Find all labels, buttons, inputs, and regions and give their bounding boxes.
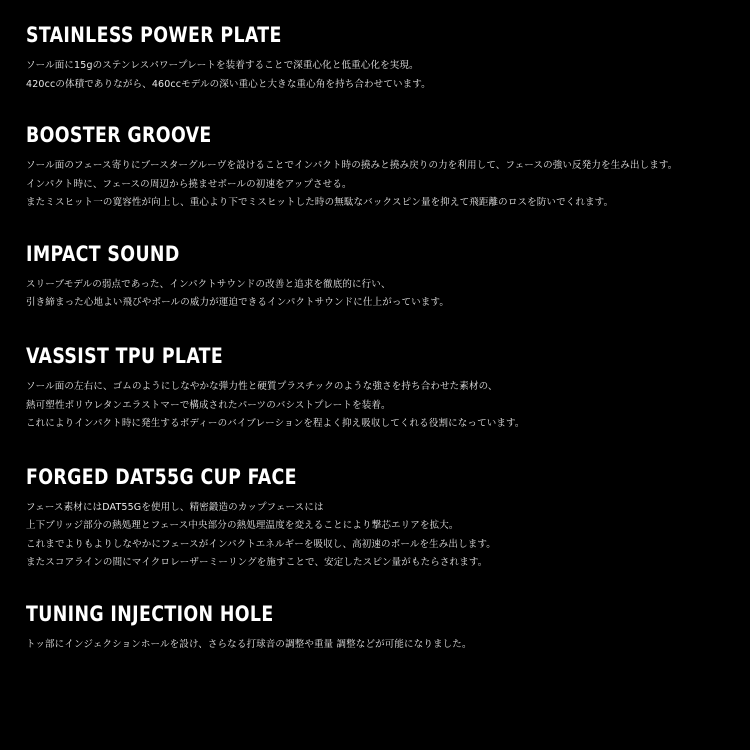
section-title: IMPACT SOUND: [26, 241, 180, 266]
body-line: 上下ブリッジ部分の熱処理とフェース中央部分の熱処理温度を変えることにより撃芯エリアを拡大。: [26, 520, 459, 532]
feature-section-impact-sound: [26, 243, 728, 313]
feature-section-booster-groove: [26, 124, 728, 213]
feature-section-stainless-power-plate: [26, 24, 728, 94]
section-body: [26, 57, 728, 94]
section-title: BOOSTER GROOVE: [26, 123, 212, 148]
body-line: トッ部にインジェクションホールを設け、さらなる打球音の調整や重量 調整などが可能になりました。: [26, 638, 472, 650]
feature-section-tuning-injection-hole: [26, 603, 728, 655]
section-body: [26, 636, 728, 655]
body-line: ソール面に15gのステンレスパワープレートを装着することで深重心化と低重心化を実現。: [26, 60, 419, 72]
body-line: 420ccの体積でありながら、460ccモデルの深い重心と大きな重心角を持ち合わせています。: [26, 78, 431, 90]
body-line: 熱可塑性ポリウレタンエラストマーで構成されたパーツのバシストプレートを装着。: [26, 399, 391, 411]
body-line: スリーブモデルの弱点であった、インパクトサウンドの改善と追求を徹底的に行い、: [26, 278, 391, 290]
body-line: またミスヒット一の寛容性が向上し、重心より下でミスヒットした時の無駄なバックスピン量を抑えて飛距離のロスを防いでくれます。: [26, 197, 614, 209]
section-body: [26, 276, 728, 313]
body-line: これまでよりもよりしなやかにフェースがインパクトエネルギーを吸収し、高初速のボールを生み出します。: [26, 538, 496, 550]
section-title: FORGED DAT55G CUP FACE: [26, 464, 297, 489]
body-line: フェース素材にはDAT55Gを使用し、精密鍛造のカップフェースには: [26, 501, 324, 513]
section-body: [26, 499, 728, 573]
section-title: VASSIST TPU PLATE: [26, 343, 224, 368]
body-line: これによりインパクト時に発生するボディーのバイブレーションを程よく抑え吸収してくれる役割になっています。: [26, 418, 525, 430]
section-body: [26, 157, 728, 213]
body-line: ソール面のフェース寄りにブースターグルーヴを設けることでインパクト時の撓みと撓み戻りの力を利用して、フェースの強い反発力を生み出します。: [26, 160, 678, 172]
body-line: 引き締まった心地よい飛びやボールの威力が運迫できるインパクトサウンドに仕上がっています。: [26, 297, 449, 309]
body-line: インパクト時に、フェースの周辺から撓ませボールの初速をアップさせる。: [26, 178, 352, 190]
section-body: [26, 378, 728, 434]
body-line: ソール面の左右に、ゴムのようにしなやかな弾力性と硬質プラスチックのような強さを持ち合わせた素材の、: [26, 380, 498, 392]
section-title: STAINLESS POWER PLATE: [26, 23, 282, 47]
feature-section-vassist-tpu-plate: [26, 345, 728, 434]
section-title: TUNING INJECTION HOLE: [26, 601, 274, 626]
body-line: またスコアラインの間にマイクロレーザーミーリングを施すことで、安定したスピン量がもたらされます。: [26, 557, 488, 569]
feature-section-forged-dat55g-cup-face: [26, 466, 728, 573]
